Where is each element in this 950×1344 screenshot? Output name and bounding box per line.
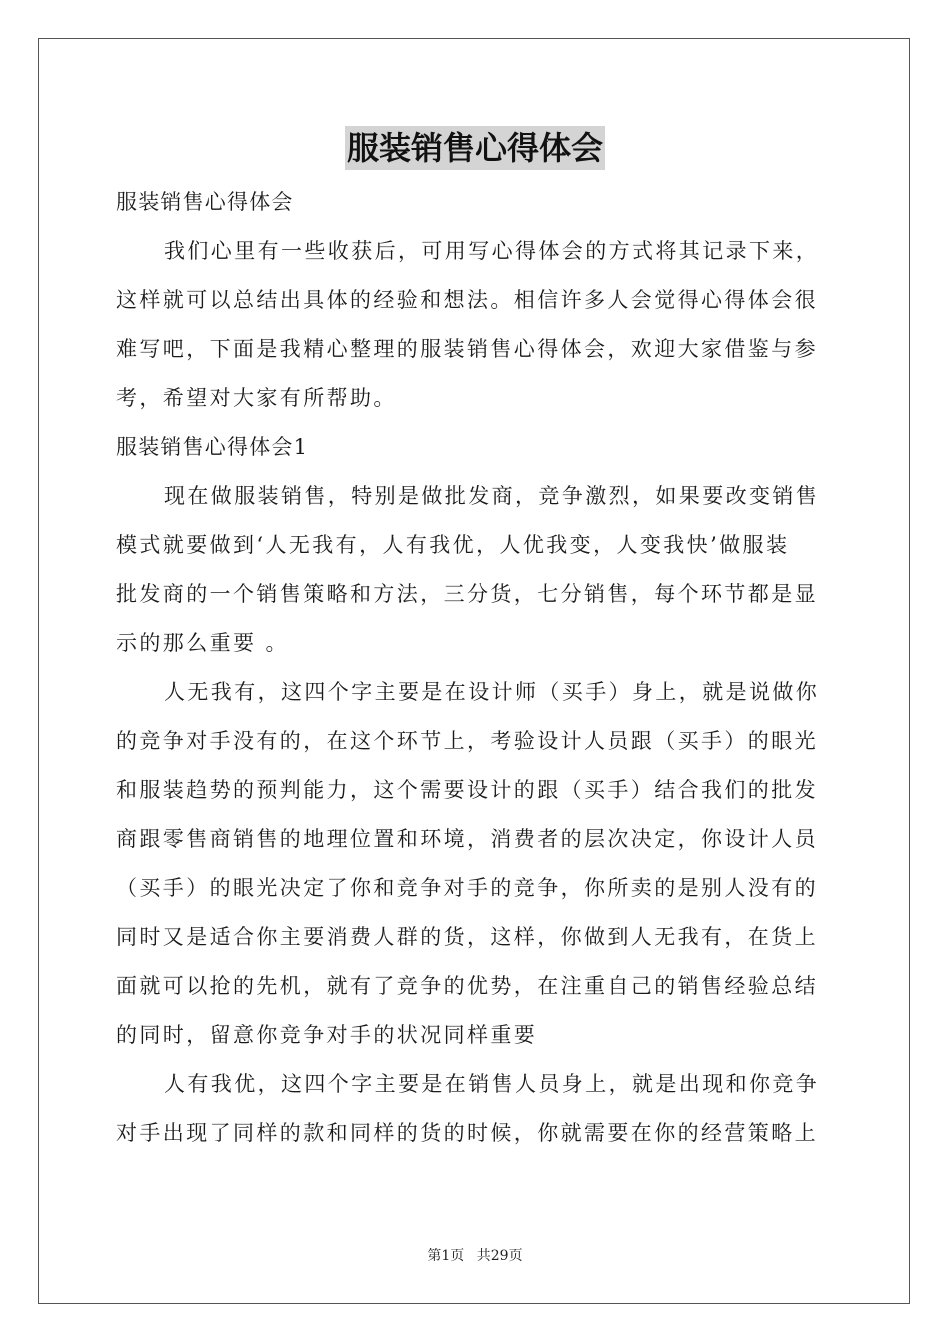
paragraph-line: 的竞争对手没有的，在这个环节上，考验设计人员跟（买手）的眼光 xyxy=(116,729,818,753)
paragraph-line: 面就可以抢的先机，就有了竞争的优势，在注重自己的销售经验总结 xyxy=(116,974,818,998)
page-footer xyxy=(0,1245,950,1265)
paragraph-line: 人有我优，这四个字主要是在销售人员身上，就是出现和你竞争 xyxy=(164,1072,820,1096)
paragraph-line: 对手出现了同样的款和同样的货的时候，你就需要在你的经营策略上 xyxy=(116,1121,818,1145)
paragraph-line: 考，希望对大家有所帮助。 xyxy=(116,386,397,410)
paragraph-line: 同时又是适合你主要消费人群的货，这样，你做到人无我有，在货上 xyxy=(116,925,818,949)
paragraph-line: 和服装趋势的预判能力，这个需要设计的跟（买手）结合我们的批发 xyxy=(116,778,818,802)
paragraph-line: （买手）的眼光决定了你和竞争对手的竞争，你所卖的是别人没有的 xyxy=(116,876,818,900)
paragraph-line: 人无我有，这四个字主要是在设计师（买手）身上，就是说做你 xyxy=(164,680,820,704)
paragraph-line: 的同时，留意你竞争对手的状况同样重要 xyxy=(116,1023,538,1047)
paragraph-line: 我们心里有一些收获后，可用写心得体会的方式将其记录下来， xyxy=(164,239,820,263)
page-total: 共29页 xyxy=(476,1248,523,1264)
section-heading: 服装销售心得体会 xyxy=(116,190,294,214)
page-number: 第1页 xyxy=(427,1248,465,1264)
paragraph-line: 现在做服装销售，特别是做批发商，竞争激烈，如果要改变销售 xyxy=(164,484,820,508)
paragraph-line: 这样就可以总结出具体的经验和想法。相信许多人会觉得心得体会很 xyxy=(116,288,818,312)
document-title: 服装销售心得体会 xyxy=(345,126,605,170)
section-heading: 服装销售心得体会1 xyxy=(116,435,309,459)
title-container xyxy=(0,126,950,170)
paragraph-line: 商跟零售商销售的地理位置和环境，消费者的层次决定，你设计人员 xyxy=(116,827,818,851)
paragraph-line: 难写吧，下面是我精心整理的服装销售心得体会，欢迎大家借鉴与参 xyxy=(116,337,818,361)
paragraph-line: 批发商的一个销售策略和方法，三分货，七分销售，每个环节都是显 xyxy=(116,582,818,606)
paragraph-line: 示的那么重要 。 xyxy=(116,631,289,655)
paragraph-line: 模式就要做到‘人无我有，人有我优，人优我变，人变我快’做服装 xyxy=(116,533,790,557)
document-body xyxy=(116,178,834,1158)
